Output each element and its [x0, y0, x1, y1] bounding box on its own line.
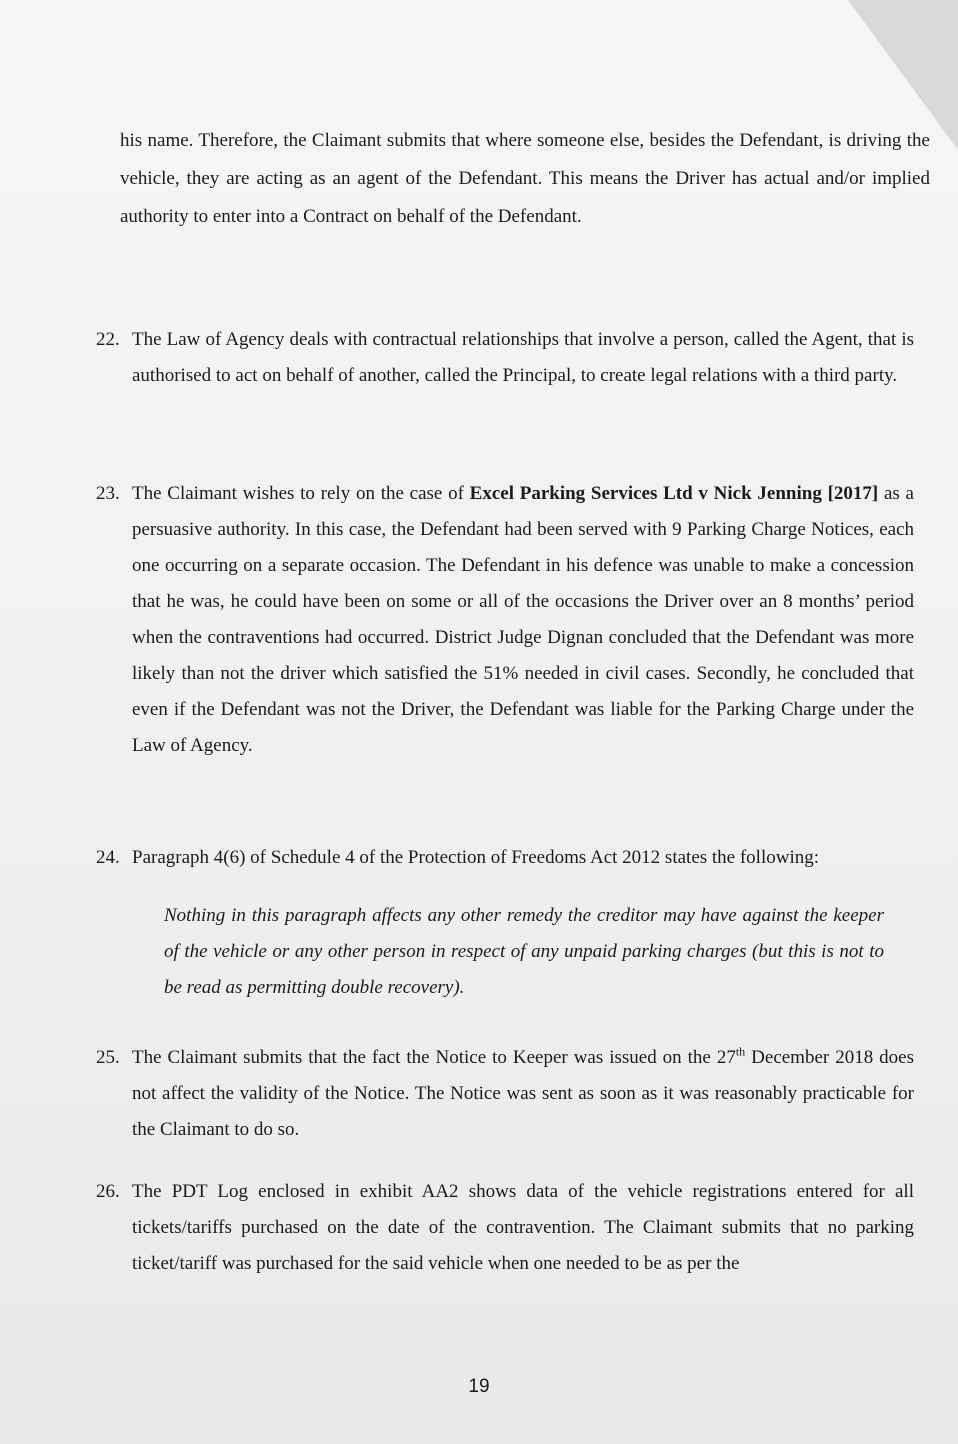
paragraph-number: 24. [96, 847, 120, 868]
intro-paragraph: his name. Therefore, the Claimant submits that where someone else, besides the Defendant, is driving the vehicle, they are acting as an agent of the Defendant. This means the Driver has actual and/or implied authority to enter into a Contract on behalf of the Defendant. [120, 130, 930, 227]
paragraph-text-end: as a persuasive authority. In this case, the Defendant had been served with 9 Parking Charge Notices, each one occurring on a separate occasion. The Defendant in his defence was unable to make a concession that he was, he could have been on some or all of the occasions the Driver over an 8 months’ period when the contraventions had occurred. District Judge Dignan concluded that the Defendant was more likely than not the driver which satisfied the 51% needed in civil cases. Secondly, he concluded that even if the Defendant was not the Driver, the Defendant was liable for the Parking Charge under the Law of Agency. [132, 483, 914, 756]
statute-quote: Nothing in this paragraph affects any other remedy the creditor may have against the keeper of the vehicle or any other person in respect of any unpaid parking charges (but this is not to be read as permitting double recovery). [164, 905, 884, 998]
paragraph-number: 23. [96, 483, 120, 504]
paragraph-number: 26. [96, 1181, 120, 1202]
paragraph-26 [96, 1174, 914, 1282]
paragraph-number: 22. [96, 329, 120, 350]
paragraph-text: The PDT Log enclosed in exhibit AA2 shows data of the vehicle registrations entered for all tickets/tariffs purchased on the date of the contravention. The Claimant submits that no parking ticket/tariff was purchased for the said vehicle when one needed to be as per the [132, 1181, 914, 1274]
paragraph-text-start: The Claimant wishes to rely on the case of [132, 483, 470, 504]
paragraph-24 [96, 840, 914, 876]
paragraph-text-end: December 2018 does not affect the validity of the Notice. The Notice was sent as soon as it was reasonably practicable for the Claimant to do so. [132, 1047, 914, 1140]
paragraph-text-start: The Claimant submits that the fact the Notice to Keeper was issued on the 27 [132, 1047, 736, 1068]
paragraph-text [132, 1040, 914, 1148]
paragraph-number: 25. [96, 1047, 120, 1068]
case-citation: Excel Parking Services Ltd v Nick Jenning [2017] [469, 483, 879, 504]
page-number: 19 [468, 1376, 490, 1397]
paragraph-text: The Law of Agency deals with contractual relationships that involve a person, called the Agent, that is authorised to act on behalf of another, called the Principal, to create legal relations with a third party. [132, 329, 914, 386]
paragraph-22 [96, 322, 914, 394]
ordinal-suffix: th [735, 1044, 746, 1059]
paragraph-25 [96, 1040, 914, 1148]
paragraph-23 [96, 476, 914, 764]
paragraph-text [132, 476, 914, 764]
paragraph-text: Paragraph 4(6) of Schedule 4 of the Protection of Freedoms Act 2012 states the following: [132, 847, 820, 868]
